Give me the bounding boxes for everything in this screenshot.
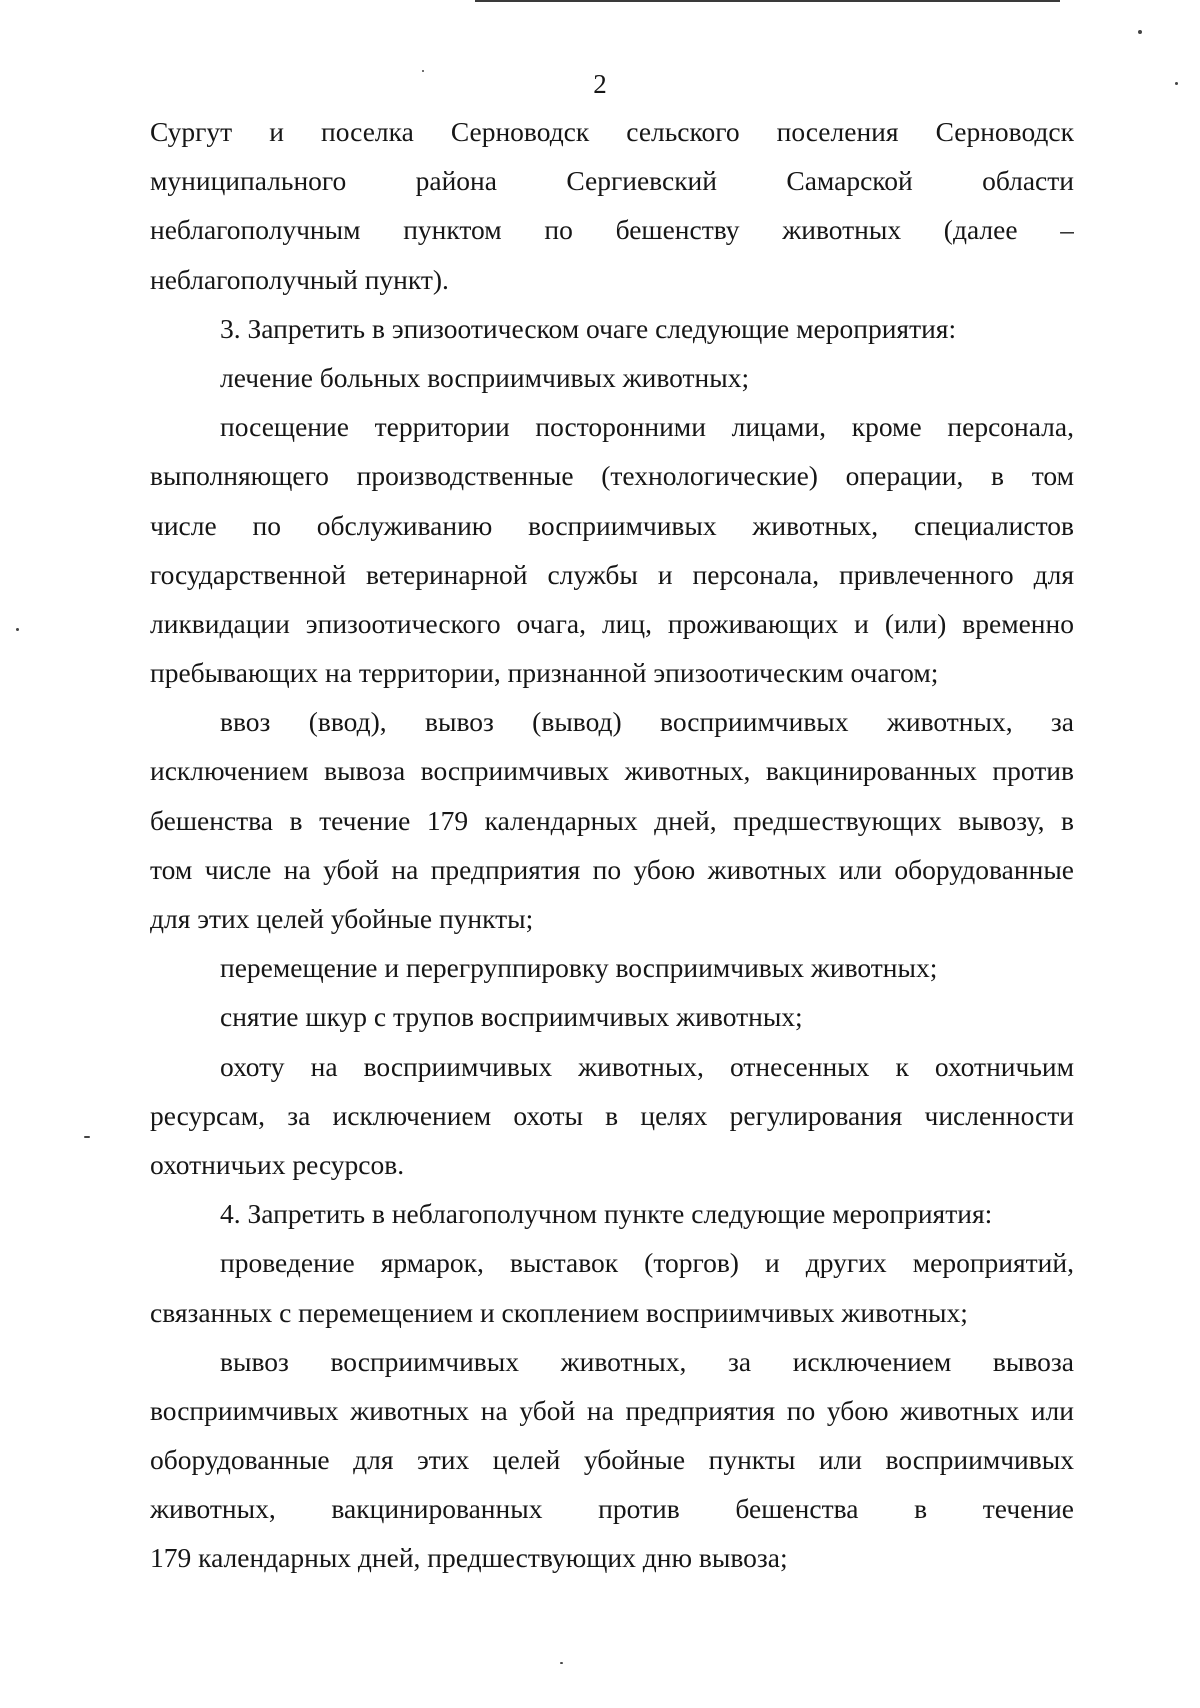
text-line: 179 календарных дней, предшествующих дню вывоза; <box>150 1542 788 1574</box>
text-line: проведение ярмарок, выставок (торгов) и других мероприятий, <box>220 1247 1074 1279</box>
text-line: снятие шкур с трупов восприимчивых животных; <box>220 1001 803 1033</box>
text-line: вывоз восприимчивых животных, за исключением вывоза <box>220 1345 1074 1377</box>
text-line: Сургут и поселка Серноводск сельского поселения Серноводск <box>150 116 1074 147</box>
text-line: перемещение и перегруппировку восприимчивых животных; <box>220 952 938 984</box>
text-line: 3. Запретить в эпизоотическом очаге следующие мероприятия: <box>220 312 957 344</box>
text-line: охотничьих ресурсов. <box>150 1148 405 1180</box>
text-line: охоту на восприимчивых животных, отнесенных к охотничьим <box>220 1050 1074 1082</box>
scan-speck <box>1138 30 1142 34</box>
text-line: неблагополучный пункт). <box>150 263 449 295</box>
text-line: ликвидации эпизоотического очага, лиц, проживающих и (или) временно <box>150 607 1074 639</box>
scan-speck <box>560 1662 563 1664</box>
text-line: посещение территории посторонними лицами, кроме персонала, <box>220 411 1074 443</box>
text-line: пребывающих на территории, признанной эпизоотическим очагом; <box>150 657 939 689</box>
text-line: том числе на убой на предприятия по убою животных или оборудованные <box>150 853 1074 885</box>
text-line: ресурсам, за исключением охоты в целях регулирования численности <box>150 1099 1074 1131</box>
text-line: оборудованные для этих целей убойные пункты или восприимчивых <box>150 1444 1074 1476</box>
text-line: 4. Запретить в неблагополучном пункте следующие мероприятия: <box>220 1198 993 1230</box>
text-line: связанных с перемещением и скоплением восприимчивых животных; <box>150 1296 968 1328</box>
text-line: бешенства в течение 179 календарных дней, предшествующих вывозу, в <box>150 804 1074 836</box>
text-line: исключением вывоза восприимчивых животных, вакцинированных против <box>150 755 1074 787</box>
scan-speck <box>84 1136 90 1138</box>
page-number: 2 <box>593 69 607 99</box>
text-line: лечение больных восприимчивых животных; <box>220 361 750 393</box>
text-line: восприимчивых животных на убой на предприятия по убою животных или <box>150 1394 1074 1426</box>
scan-speck <box>16 628 19 631</box>
text-line: неблагополучным пунктом по бешенству животных (далее – <box>150 214 1074 246</box>
text-line: животных, вакцинированных против бешенства в течение <box>150 1493 1074 1525</box>
text-line: государственной ветеринарной службы и персонала, привлеченного для <box>150 558 1074 590</box>
scan-top-rule <box>475 0 1060 2</box>
text-line: для этих целей убойные пункты; <box>150 903 534 934</box>
text-line: муниципального района Сергиевский Самарской области <box>150 165 1074 197</box>
text-line: числе по обслуживанию восприимчивых животных, специалистов <box>150 509 1074 541</box>
text-line: ввоз (ввод), вывоз (вывод) восприимчивых животных, за <box>220 706 1074 738</box>
document-body <box>150 107 1074 1583</box>
text-line: выполняющего производственные (технологические) операции, в том <box>150 460 1074 492</box>
